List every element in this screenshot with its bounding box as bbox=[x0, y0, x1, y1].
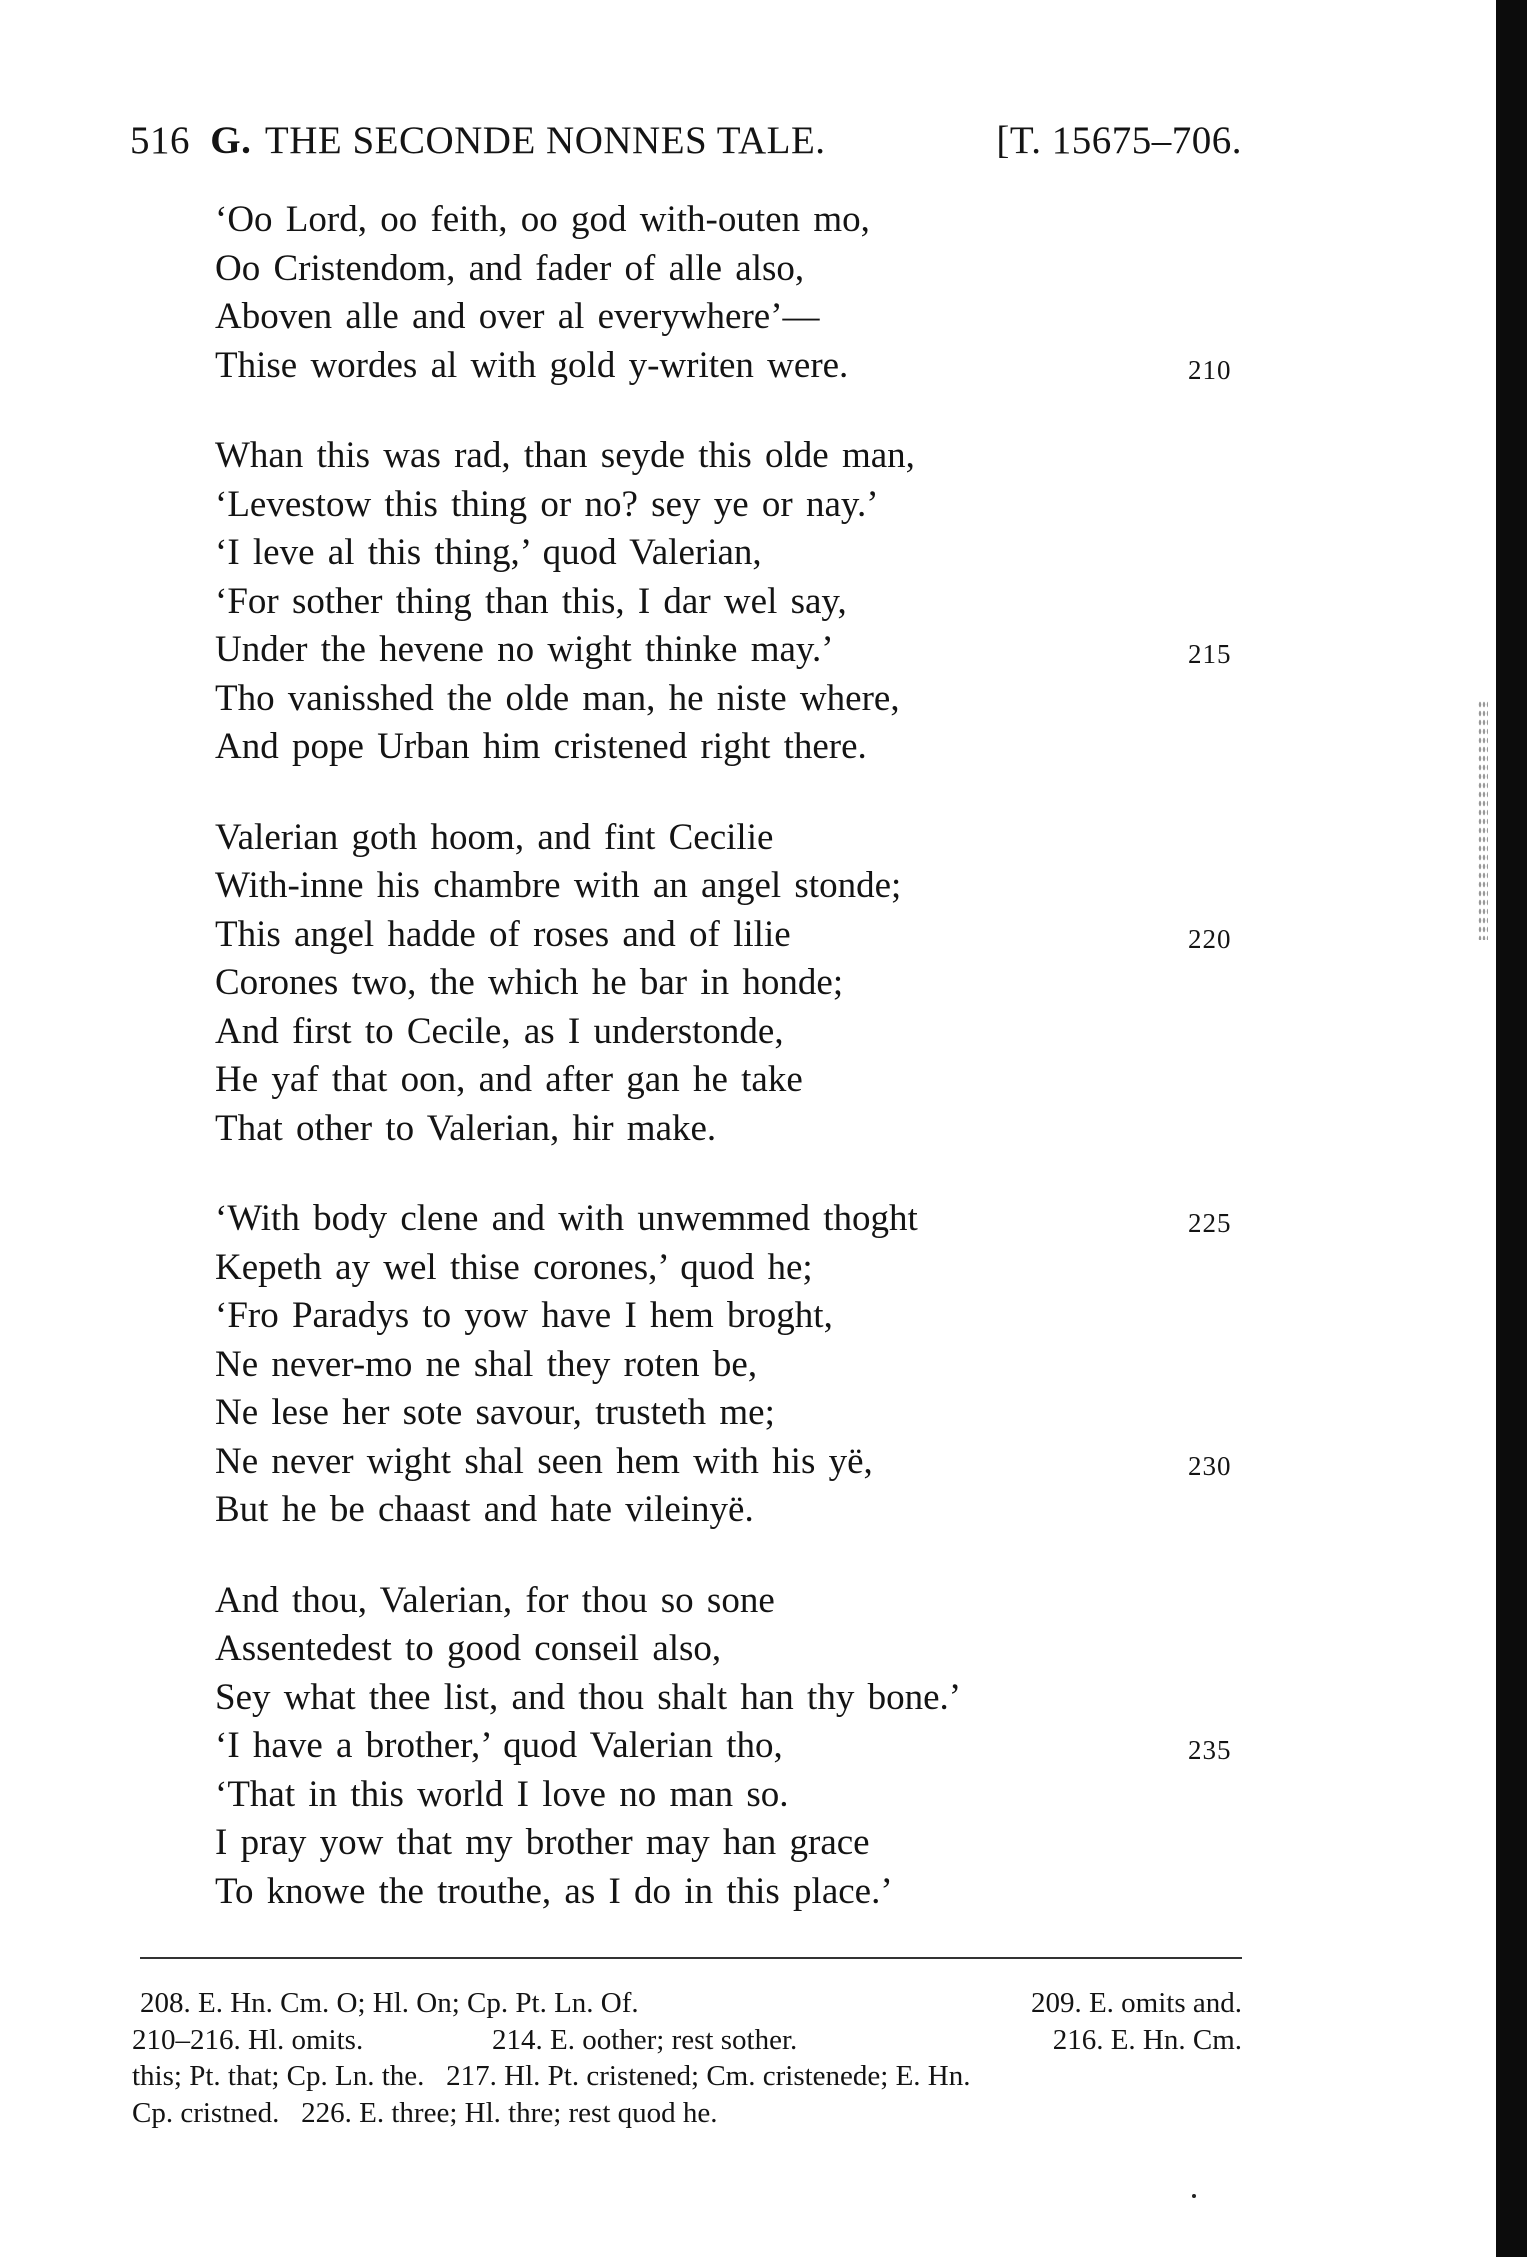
print-speck bbox=[1192, 2194, 1196, 2198]
verse-line bbox=[215, 1389, 1245, 1438]
line-number: 210 bbox=[1188, 354, 1232, 385]
page-title: THE SECONDE NONNES TALE. bbox=[264, 119, 826, 162]
verse-text: ‘For sother thing than this, I dar wel say, bbox=[215, 580, 847, 622]
line-number: 235 bbox=[1188, 1735, 1232, 1765]
verse-line bbox=[215, 814, 1245, 863]
verse-line bbox=[215, 959, 1245, 1008]
verse-line bbox=[215, 1292, 1245, 1341]
verse-line bbox=[215, 432, 1245, 481]
verse-text: And pope Urban him cristened right there. bbox=[215, 726, 867, 767]
verse-line bbox=[215, 529, 1245, 578]
stanza bbox=[215, 432, 1245, 772]
verse-text: Whan this was rad, than seyde this olde man, bbox=[215, 435, 915, 476]
verse-line bbox=[215, 1819, 1245, 1868]
verse-line bbox=[215, 1008, 1245, 1057]
verse-line bbox=[215, 245, 1245, 294]
verse-line bbox=[215, 1577, 1245, 1626]
verse-line bbox=[215, 1625, 1245, 1674]
verse-text: This angel hadde of roses and of lilie bbox=[215, 913, 791, 955]
verse-text: ‘Levestow this thing or no? sey ye or nay.’ bbox=[215, 483, 879, 525]
running-head bbox=[130, 118, 1242, 163]
verse-text: Tho vanisshed the olde man, he niste where, bbox=[215, 677, 900, 719]
verse-line bbox=[215, 578, 1245, 627]
stanza bbox=[215, 814, 1245, 1154]
stanza bbox=[215, 1577, 1245, 1917]
footnote-text: 210–216. Hl. omits. bbox=[132, 2023, 364, 2056]
verse-line bbox=[215, 1438, 1245, 1487]
verse-text: Thise wordes al with gold y-writen were. bbox=[215, 344, 849, 386]
verse-text: Valerian goth hoom, and fint Cecilie bbox=[215, 816, 774, 858]
page-edge-shadow bbox=[1496, 0, 1527, 2257]
line-number: 220 bbox=[1188, 923, 1232, 954]
verse-line bbox=[215, 1244, 1245, 1293]
stanza bbox=[215, 196, 1245, 390]
verse-text: And first to Cecile, as I understonde, bbox=[215, 1010, 784, 1052]
footnote-line bbox=[132, 2058, 1242, 2095]
verse-line bbox=[215, 1771, 1245, 1820]
verse-text: Assentedest to good conseil also, bbox=[215, 1628, 722, 1669]
footnote-text: Cp. cristned. 226. E. three; Hl. thre; rest quod he. bbox=[132, 2096, 718, 2129]
verse-text: ‘I leve al this thing,’ quod Valerian, bbox=[215, 532, 762, 573]
line-number: 215 bbox=[1188, 639, 1232, 669]
verse-text: Ne never wight shal seen hem with his yë, bbox=[215, 1440, 873, 1482]
verse-line bbox=[215, 1195, 1245, 1244]
footnote-rule bbox=[140, 1957, 1242, 1959]
footnote-line bbox=[132, 2095, 1242, 2132]
stanza bbox=[215, 1195, 1245, 1535]
verse-text: I pray yow that my brother may han grace bbox=[215, 1822, 870, 1863]
footnote-text: 214. E. oother; rest sother. bbox=[492, 2023, 798, 2056]
line-reference: [T. 15675–706. bbox=[996, 119, 1242, 162]
verse-body bbox=[215, 196, 1245, 1958]
verse-line bbox=[215, 196, 1245, 245]
verse-text: But he be chaast and hate vileinyë. bbox=[215, 1489, 754, 1530]
verse-text: ‘With body clene and with unwemmed thoght bbox=[215, 1198, 918, 1239]
verse-line bbox=[215, 1486, 1245, 1535]
verse-line bbox=[215, 342, 1245, 391]
verse-text: Ne never-mo ne shal they roten be, bbox=[215, 1343, 758, 1385]
verse-line bbox=[215, 1722, 1245, 1771]
footnote-text: 216. E. Hn. Cm. bbox=[1052, 2023, 1242, 2056]
verse-text: Sey what thee list, and thou shalt han thy bone.’ bbox=[215, 1676, 962, 1718]
group-signature: G. bbox=[210, 119, 252, 162]
verse-text: Corones two, the which he bar in honde; bbox=[215, 962, 844, 1003]
verse-text: Aboven alle and over al everywhere’— bbox=[215, 296, 820, 337]
footnote-text: this; Pt. that; Cp. Ln. the. 217. Hl. Pt. cristened; Cm. cristenede; E. Hn. bbox=[132, 2060, 971, 2092]
verse-text: With-inne his chambre with an angel stonde; bbox=[215, 865, 902, 906]
verse-text: ‘Oo Lord, oo feith, oo god with-outen mo, bbox=[215, 199, 870, 240]
verse-line bbox=[215, 1674, 1245, 1723]
verse-line bbox=[215, 1105, 1245, 1154]
footnote-text: 209. E. omits and. bbox=[1030, 1987, 1242, 2019]
verse-text: Oo Cristendom, and fader of alle also, bbox=[215, 247, 805, 289]
line-number: 225 bbox=[1188, 1208, 1232, 1238]
verse-text: To knowe the trouthe, as I do in this place.’ bbox=[215, 1870, 893, 1912]
verse-text: That other to Valerian, hir make. bbox=[215, 1107, 717, 1149]
verse-line bbox=[215, 293, 1245, 342]
line-number: 230 bbox=[1188, 1450, 1232, 1481]
verse-line bbox=[215, 626, 1245, 675]
verse-text: He yaf that oon, and after gan he take bbox=[215, 1059, 803, 1100]
verse-text: ‘That in this world I love no man so. bbox=[215, 1773, 789, 1815]
footnote-line bbox=[132, 2022, 1242, 2059]
verse-text: ‘I have a brother,’ quod Valerian tho, bbox=[215, 1725, 783, 1766]
verse-line bbox=[215, 911, 1245, 960]
verse-text: Kepeth ay wel thise corones,’ quod he; bbox=[215, 1246, 813, 1288]
verse-line bbox=[215, 862, 1245, 911]
page-number: 516 bbox=[130, 119, 190, 162]
verse-line bbox=[215, 1056, 1245, 1105]
verse-text: Under the hevene no wight thinke may.’ bbox=[215, 629, 834, 670]
verse-line bbox=[215, 723, 1245, 772]
page-edge-texture bbox=[1478, 700, 1488, 940]
verse-line bbox=[215, 1868, 1245, 1917]
footnote-line bbox=[140, 1985, 1242, 2022]
footnotes bbox=[132, 1985, 1242, 2131]
verse-line bbox=[215, 675, 1245, 724]
verse-text: And thou, Valerian, for thou so sone bbox=[215, 1579, 775, 1621]
verse-line bbox=[215, 481, 1245, 530]
verse-text: Ne lese her sote savour, trusteth me; bbox=[215, 1392, 775, 1433]
footnote-text: 208. E. Hn. Cm. O; Hl. On; Cp. Pt. Ln. Of. bbox=[140, 1987, 639, 2019]
verse-text: ‘Fro Paradys to yow have I hem broght, bbox=[215, 1295, 833, 1336]
verse-line bbox=[215, 1341, 1245, 1390]
